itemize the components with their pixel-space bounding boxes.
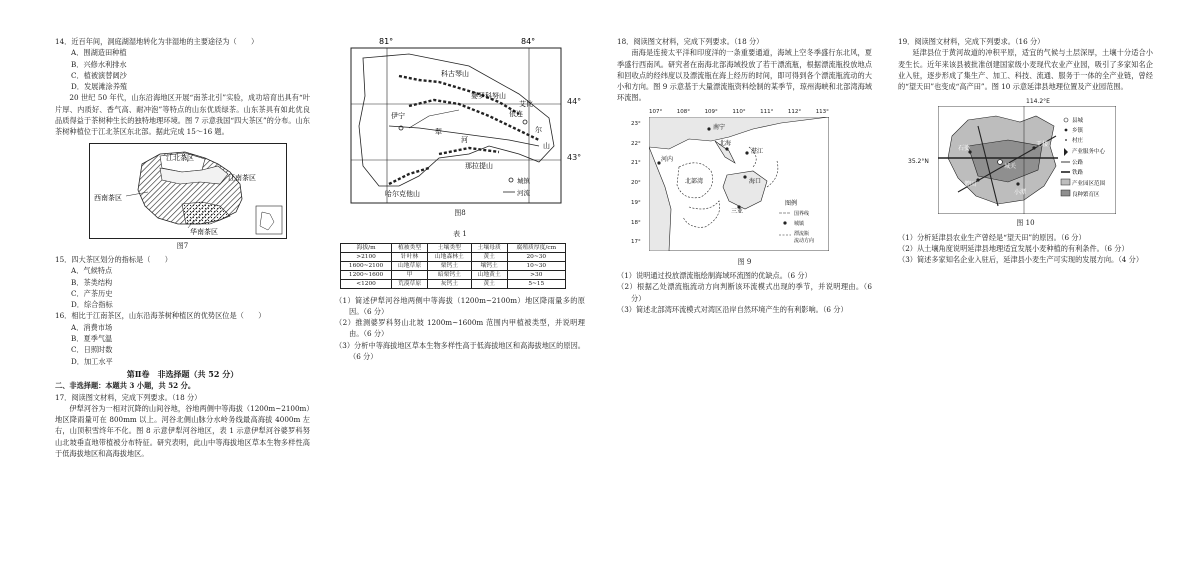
table-header-cell: 植被类型 <box>392 243 428 252</box>
lon-107: 107° <box>649 108 663 115</box>
table-header-cell: 腐殖质厚度/cm <box>507 243 565 252</box>
table-1-title: 表 1 <box>453 230 467 239</box>
lat-18: 18° <box>631 219 641 226</box>
legend-village: 村庄 <box>1072 138 1084 145</box>
lat-43: 43° <box>567 153 582 162</box>
q17-sub-1: （1）简述伊犁河谷地两侧中等海拔（1200m~2100m）地区降雨量多的原因。（6 分） <box>335 295 585 316</box>
table-cell: 1600~2100 <box>341 261 392 270</box>
table-cell: >2100 <box>341 252 392 261</box>
place-hanoi: 河内 <box>661 155 674 163</box>
table-cell: 山地森林土 <box>427 252 471 261</box>
legend-breeding-area: 良种繁育区 <box>1072 192 1100 199</box>
figure-7-caption: 图7 <box>176 241 189 250</box>
place-beibu-gulf: 北部湾 <box>685 177 704 185</box>
label-kegugin-mountain: 科古琴山 <box>441 70 469 78</box>
q17-subquestions <box>335 295 585 363</box>
yanjin-county-map <box>938 106 1116 214</box>
place-xiaotan: 小潭 <box>1014 189 1027 197</box>
figure-8-caption: 图8 <box>454 209 466 217</box>
table-cell: 黄土 <box>471 279 507 288</box>
lon-112: 112° <box>787 108 802 115</box>
q15-stem: 15．四大茶区划分的指标是（ ） <box>55 254 172 264</box>
table-header-cell: 土壤类型 <box>427 243 471 252</box>
table-row <box>341 270 566 279</box>
table-cell: 黄土 <box>471 252 507 261</box>
q16-option-b: B．夏季气温 <box>71 334 113 344</box>
label-er: 尔 <box>535 126 542 134</box>
lon-84: 84° <box>521 37 536 46</box>
q14-stem: 14．近百年间，洞庭湖湿地转化为非湿地的主要途径为（ ） <box>55 37 259 46</box>
label-shan: 山 <box>543 142 550 150</box>
q14-option-c: C．植被演替阔沙 <box>71 70 127 80</box>
q14-option-d: D．发展滩涂养殖 <box>71 82 128 92</box>
table-cell: >30 <box>507 270 565 279</box>
lon-111: 111° <box>760 108 774 115</box>
table-cell: 山地草原 <box>392 261 428 270</box>
table-header-cell: 土壤母质 <box>471 243 507 252</box>
lat-20: 20° <box>631 180 641 187</box>
legend-city: 城镇 <box>794 220 805 227</box>
legend-road: 公路 <box>1072 160 1084 167</box>
table-cell: 5~15 <box>507 279 565 288</box>
table-row <box>341 261 566 270</box>
q15-option-b: B．茶类结构 <box>71 277 113 287</box>
table-header-cell: 海拔/m <box>341 243 392 252</box>
lon-109: 109° <box>704 108 718 115</box>
table-cell: 栗钙土 <box>427 261 471 270</box>
q19-sub-3: （3）简述多家知名企业入驻后，延津县小麦生产可实现的发展方向。（4 分） <box>898 255 1144 265</box>
table-cell: 针叶林 <box>392 252 428 261</box>
legend-flow-direction: 流动方向 <box>794 237 815 244</box>
q16-option-c: C．日照时数 <box>71 345 113 355</box>
legend-town: 城镇 <box>517 177 530 185</box>
table-cell: 壤钙土 <box>471 261 507 270</box>
section-title: 第Ⅱ卷 非选择题（共 52 分） <box>126 368 239 379</box>
column-3 <box>617 36 872 315</box>
lon-114-2: 114.2°E <box>1026 98 1050 106</box>
place-shipo: 石婆 <box>958 145 971 153</box>
q17-sub-2: （2）推测婆罗科努山北坡 1200m~1600m 范围内甲植被类型，并说明理由。（6 分） <box>335 318 585 339</box>
section-subtitle: 二、非选择题：本题共 3 小题，共 52 分。 <box>55 381 196 391</box>
place-haikou: 海口 <box>749 177 762 185</box>
label-north-tea-area: 江北茶区 <box>166 153 194 162</box>
figure-9-map <box>631 107 831 255</box>
q16-option-a: A．消费市场 <box>71 322 113 332</box>
figure-10-caption: 图 10 <box>1016 219 1035 228</box>
q16-stem: 16．相比于江南茶区，山东沿海茶树种植区的优势区位是（ ） <box>55 311 266 321</box>
yili-valley-map <box>349 36 564 206</box>
legend-title: 图例 <box>785 199 798 207</box>
figure-10-map <box>908 96 1118 216</box>
q14-option-b: B．兴修水利排水 <box>71 59 127 69</box>
legend-flow: 漂流瓶 <box>794 230 810 237</box>
q19-heading: 19．阅读图文材料，完成下列要求。（16 分） <box>898 37 1045 46</box>
legend-railway: 铁路 <box>1072 170 1084 177</box>
label-river: 河 <box>461 136 468 144</box>
legend-park-area: 产业园区范围 <box>1072 181 1106 188</box>
label-southwest-tea-area: 西南茶区 <box>94 193 122 202</box>
legend-township: 乡镇 <box>1072 128 1084 135</box>
label-region: 犁 <box>435 128 442 136</box>
q18-sub-1: （1）说明通过投放漂流瓶绘制海域环流图的优缺点。（6 分） <box>617 271 812 281</box>
lat-22: 22° <box>631 140 641 147</box>
q15-option-d: D．综合指标 <box>71 300 113 310</box>
lat-44: 44° <box>567 97 582 106</box>
table-header-row <box>341 243 566 252</box>
legend-river: 河流 <box>517 189 530 197</box>
table-cell: 暗栗钙土 <box>427 270 471 279</box>
label-aibi: 依连 <box>509 110 523 118</box>
figure-9-caption: 图 9 <box>737 257 752 266</box>
table-row <box>341 252 566 261</box>
q19-sub-2: （2）从土壤角度说明延津县地理适宜发展小麦种植的有利条件。（6 分） <box>898 244 1129 254</box>
beibu-gulf-map <box>649 117 829 251</box>
figure-7-map <box>89 143 287 239</box>
place-sanya: 三亚 <box>731 207 744 215</box>
label-haerketa-mountain: 哈尔克他山 <box>385 190 420 198</box>
table-cell: 1200~1600 <box>341 270 392 279</box>
q19-sub-1: （1）分析延津县农业生产曾经是“望天田”的原因。（6 分） <box>898 232 1086 242</box>
place-nanning: 南宁 <box>713 123 726 131</box>
legend-border: 国界线 <box>794 210 810 217</box>
lon-113: 113° <box>815 108 829 115</box>
q18-material: 南海是连接太平洋和印度洋的一条重要通道，海域上空冬季盛行东北风，夏季盛行西南风。研究者在南海北部海域投放了若干漂流瓶，根据漂流瓶投放地点和回收点的经纬度以及漂流瓶在海上经历的时间，即可得到各个漂流瓶流动的大小和方向。图 9 示意基于大量漂流瓶资料绘制的某季节，琼州海峡和北部湾海域环流图。 <box>617 48 872 103</box>
table-cell: 10~30 <box>507 261 565 270</box>
place-wanglou: 王楼 <box>1036 141 1049 149</box>
lat-21: 21° <box>631 160 641 167</box>
q15-16-intro: 20 世纪 50 年代，山东沿海地区开展“南茶北引”实验，成功培育出具有“叶片厚、内质好、香气高、耐冲泡”等特点的山东优质绿茶。山东茶具有如此优良品质得益于茶树种生长的独特地理环境。图 7 示意我国“四大茶区”的分布。山东茶树种植位于江北茶区东北部。据此完成 15～16 题。 <box>55 93 310 137</box>
label-jiangnan-tea-area: 江南茶区 <box>228 173 256 182</box>
column-4 <box>898 36 1153 266</box>
table-1 <box>340 243 566 289</box>
q18-heading: 18．阅读图文材料，完成下列要求。（18 分） <box>617 37 764 46</box>
legend-county: 县城 <box>1072 118 1084 125</box>
table-cell: 甲 <box>392 270 428 279</box>
lat-17: 17° <box>631 239 641 246</box>
lon-110: 110° <box>732 108 746 115</box>
q19-material: 延津县位于黄河故道的冲积平原，适宜的气候与土层深厚，土壤十分适合小麦生长。近年来该县被批准创建国家级小麦现代农业产业园，吸引了多家知名企业入驻，逐步形成了集生产、加工、科技、流通、服务于一体的全产业链，曾经的“望天田”也变成“高产田”。图 10 示意延津县地理位置及产业园范围。 <box>898 48 1153 92</box>
q18-sub-3: （3）简述北部湾环流模式对湾区沿岸自然环境产生的有利影响。（6 分） <box>617 304 848 314</box>
q15-option-c: C．产茶历史 <box>71 288 113 298</box>
column-1 <box>55 36 310 459</box>
lon-108: 108° <box>676 108 691 115</box>
label-yining: 伊宁 <box>391 112 405 120</box>
table-cell: 山地黄土 <box>471 270 507 279</box>
table-cell: 荒漠草原 <box>392 279 428 288</box>
lat-19: 19° <box>631 199 641 206</box>
place-chengguan: 城关 <box>1004 163 1017 171</box>
china-tea-map <box>90 144 286 238</box>
label-south-china-tea-area: 华南茶区 <box>190 227 218 236</box>
table-row <box>341 279 566 288</box>
q17-material: 伊犁河谷为一相对沉降的山间谷地，谷地两侧中等海拔（1200m~2100m）地区降雨量可在 800mm 以上。河谷北侧山脉分水岭务线最高海拔 4000m 左右，山顶积雪终年不化。图 8 示意伊犁河谷地区，表 1 示意伊犁河谷婆罗科努山北坡垂直地带植被分布特征。研究表明，此山中等海拔地区草本生物多样性高于低海拔地区和高海拔地区。 <box>55 403 310 459</box>
label-aibi-lake: 艾比 <box>519 100 533 108</box>
place-senggu: 僧固 <box>964 181 977 189</box>
place-zhanjiang: 湛江 <box>751 147 764 155</box>
figure-8-map <box>349 36 582 206</box>
lat-23: 23° <box>631 120 641 127</box>
lat-35-2: 35.2°N <box>908 158 929 166</box>
label-boluokenu-mountain: 婆罗科努山 <box>471 92 506 100</box>
column-2 <box>335 36 585 362</box>
legend-service-center: 产业服务中心 <box>1072 149 1106 156</box>
q15-option-a: A．气候特点 <box>71 266 113 276</box>
table-cell: <1200 <box>341 279 392 288</box>
q17-sub-3: （3）分析中等海拔地区草本生物多样性高于低海拔地区和高海拔地区的原因。（6 分） <box>335 340 585 362</box>
q18-sub-2: （2）根据乙处漂流瓶流动方向判断该环流模式出现的季节，并说明理由。（6 分） <box>617 282 872 303</box>
q14-option-a: A．围湖造田种植 <box>71 48 127 58</box>
lon-81: 81° <box>379 37 394 46</box>
place-beihai: 北海 <box>719 139 732 147</box>
label-nalati-mountain: 那拉提山 <box>465 162 493 170</box>
table-cell: 灰钙土 <box>427 279 471 288</box>
q16-option-d: D．加工水平 <box>71 356 113 366</box>
q17-heading: 17．阅读图文材料，完成下列要求。（18 分） <box>55 392 202 402</box>
table-cell: 20~30 <box>507 252 565 261</box>
